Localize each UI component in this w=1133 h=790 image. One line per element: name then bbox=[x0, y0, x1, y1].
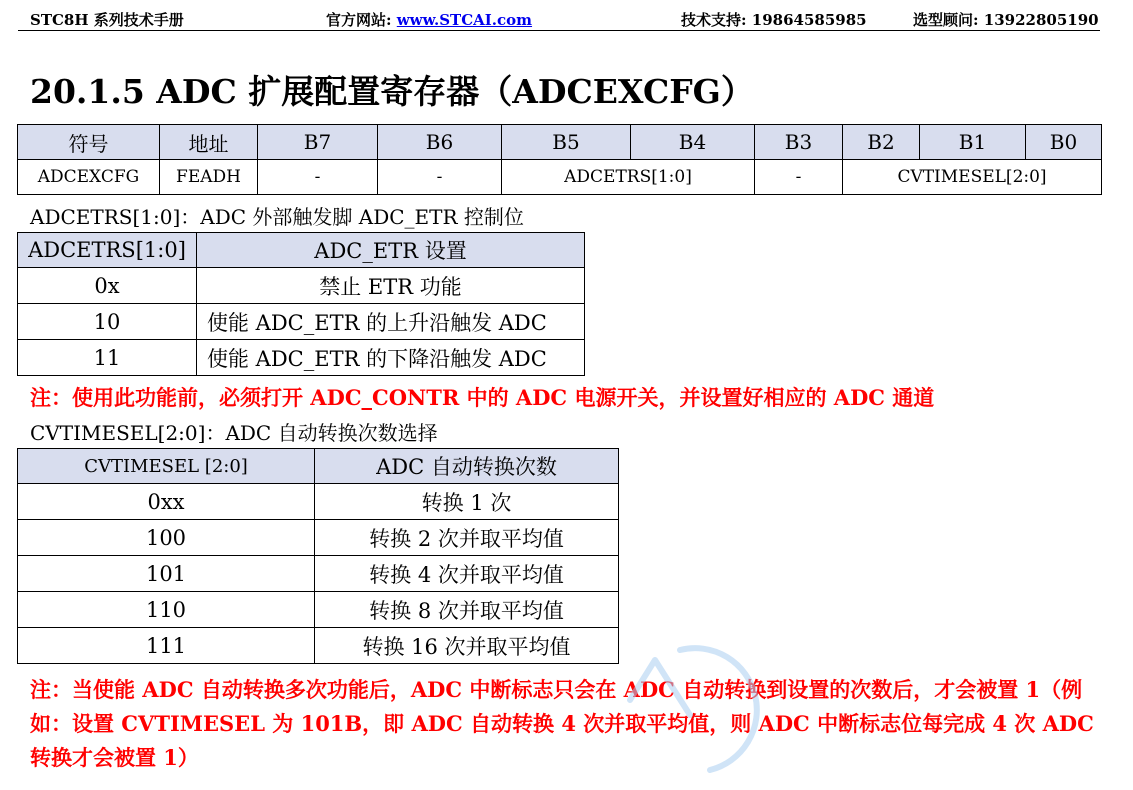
adcetrs-value: 10 bbox=[18, 304, 197, 340]
col-b5: B5 bbox=[502, 125, 631, 160]
cvtimesel-note: 注：当使能 ADC 自动转换多次功能后，ADC 中断标志只会在 ADC 自动转换到设置的次数后，才会被置 1（例如：设置 CVTIMESEL 为 101B，即 ADC 自动转换 4 次并取平均值，则 ADC 中断标志位每完成 4 次 ADC 转换才会被置 1） bbox=[30, 677, 1094, 770]
cvtimesel-value: 111 bbox=[18, 628, 315, 664]
col-b7: B7 bbox=[258, 125, 378, 160]
col-b6: B6 bbox=[378, 125, 502, 160]
register-address: FEADH bbox=[160, 160, 258, 195]
official-site bbox=[326, 9, 532, 30]
adcetrs-description: ADCETRS[1:0]：ADC 外部触发脚 ADC_ETR 控制位 bbox=[30, 205, 524, 229]
adcetrs-setting: 禁止 ETR 功能 bbox=[197, 268, 585, 304]
adcetrs-setting: 使能 ADC_ETR 的上升沿触发 ADC bbox=[197, 304, 585, 340]
cvtimesel-count: 转换 16 次并取平均值 bbox=[315, 628, 619, 664]
bits-adcetrs: ADCETRS[1:0] bbox=[502, 160, 755, 195]
table-row bbox=[18, 592, 619, 628]
col-b3: B3 bbox=[755, 125, 843, 160]
bit-b7: - bbox=[258, 160, 378, 195]
register-header-row bbox=[18, 125, 1102, 160]
cvtimesel-value: 101 bbox=[18, 556, 315, 592]
cvtimesel-count: 转换 2 次并取平均值 bbox=[315, 520, 619, 556]
register-table bbox=[17, 124, 1102, 195]
table-row bbox=[18, 268, 585, 304]
cvtimesel-header-row bbox=[18, 449, 619, 484]
adcetrs-note: 注：使用此功能前，必须打开 ADC_CONTR 中的 ADC 电源开关，并设置好相应的 ADC 通道 bbox=[30, 385, 935, 410]
col-b2: B2 bbox=[843, 125, 920, 160]
bits-cvtimesel: CVTIMESEL[2:0] bbox=[843, 160, 1102, 195]
cvtimesel-col-value: CVTIMESEL [2:0] bbox=[18, 449, 315, 484]
register-row bbox=[18, 160, 1102, 195]
adcetrs-header-row bbox=[18, 233, 585, 268]
col-address: 地址 bbox=[160, 125, 258, 160]
cvtimesel-description: CVTIMESEL[2:0]：ADC 自动转换次数选择 bbox=[30, 421, 438, 445]
adcetrs-setting: 使能 ADC_ETR 的下降沿触发 ADC bbox=[197, 340, 585, 376]
tech-support: 技术支持: 19864585985 bbox=[681, 11, 867, 29]
table-row bbox=[18, 484, 619, 520]
col-b4: B4 bbox=[631, 125, 755, 160]
bit-b6: - bbox=[378, 160, 502, 195]
manual-title: STC8H 系列技术手册 bbox=[30, 11, 184, 29]
col-b0: B0 bbox=[1026, 125, 1102, 160]
table-row bbox=[18, 520, 619, 556]
table-row bbox=[18, 340, 585, 376]
adcetrs-value: 11 bbox=[18, 340, 197, 376]
col-b1: B1 bbox=[920, 125, 1026, 160]
cvtimesel-value: 110 bbox=[18, 592, 315, 628]
col-symbol: 符号 bbox=[18, 125, 160, 160]
adcetrs-value: 0x bbox=[18, 268, 197, 304]
section-title: 20.1.5 ADC 扩展配置寄存器（ADCEXCFG） bbox=[30, 72, 754, 111]
table-row bbox=[18, 304, 585, 340]
cvtimesel-count: 转换 4 次并取平均值 bbox=[315, 556, 619, 592]
bit-b3: - bbox=[755, 160, 843, 195]
table-row bbox=[18, 556, 619, 592]
table-row bbox=[18, 628, 619, 664]
cvtimesel-col-count: ADC 自动转换次数 bbox=[315, 449, 619, 484]
site-link[interactable]: www.STCAI.com bbox=[396, 11, 533, 29]
cvtimesel-count: 转换 1 次 bbox=[315, 484, 619, 520]
cvtimesel-table bbox=[17, 448, 619, 664]
adcetrs-col-value: ADCETRS[1:0] bbox=[18, 233, 197, 268]
adcetrs-table bbox=[17, 232, 585, 376]
cvtimesel-value: 0xx bbox=[18, 484, 315, 520]
adcetrs-col-setting: ADC_ETR 设置 bbox=[197, 233, 585, 268]
page-header bbox=[18, 8, 1100, 31]
register-symbol: ADCEXCFG bbox=[18, 160, 160, 195]
site-label: 官方网站: bbox=[326, 11, 397, 29]
consultant: 选型顾问: 13922805190 bbox=[913, 11, 1099, 29]
cvtimesel-count: 转换 8 次并取平均值 bbox=[315, 592, 619, 628]
cvtimesel-value: 100 bbox=[18, 520, 315, 556]
